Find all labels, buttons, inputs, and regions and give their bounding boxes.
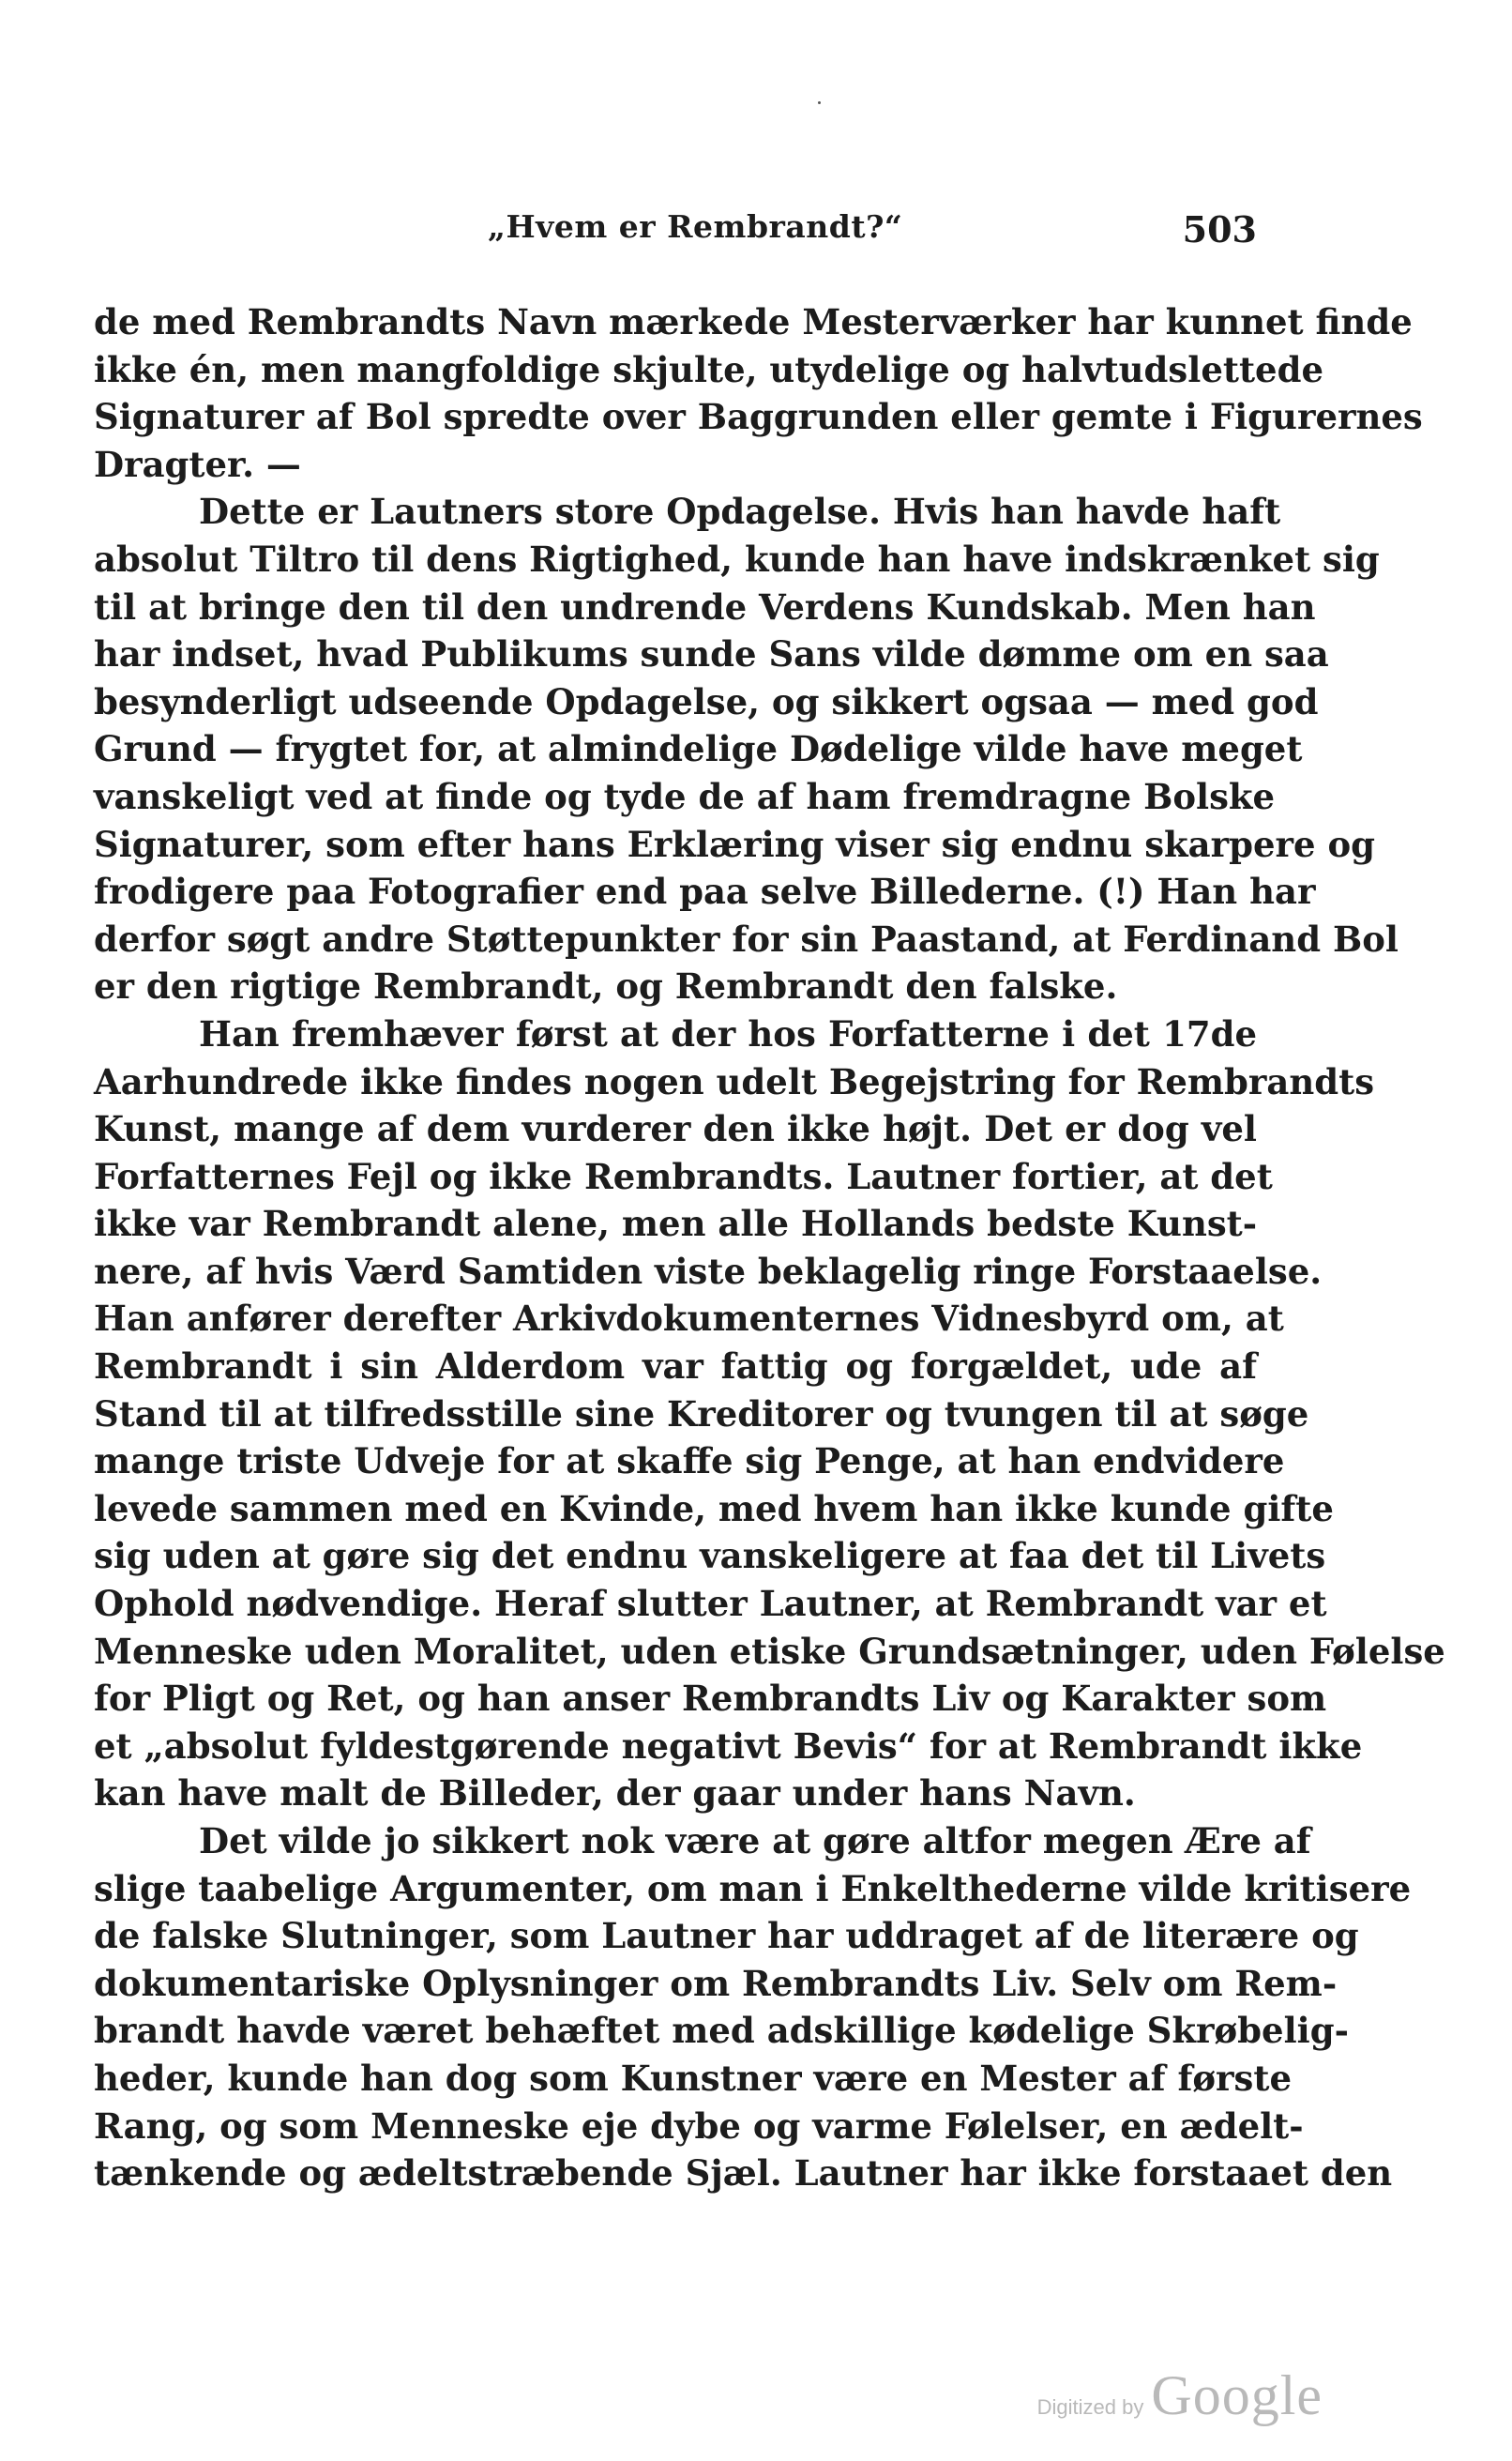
text-line: Han fremhæver først at der hos Forfatterne i det 17de [199,1012,1257,1055]
text-line: frodigere paa Fotografier end paa selve Billederne. (!) Han har [94,871,1316,913]
text-line: Ophold nødvendige. Heraf slutter Lautner, at Rembrandt var et [94,1583,1327,1625]
digitized-watermark [1037,2363,1323,2428]
text-line: Signaturer af Bol spredte over Baggrunden eller gemte i Figurernes [94,396,1423,438]
body-text [94,298,1445,2197]
text-line: derfor søgt andre Støttepunkter for sin Paastand, at Ferdinand Bol [94,918,1399,960]
text-line: slige taabelige Argumenter, om man i Enkelthederne vilde kritisere [94,1867,1412,1909]
page-number: 503 [1182,208,1257,251]
text-line: til at bringe den til den undrende Verdens Kundskab. Men han [94,585,1316,628]
text-line: er den rigtige Rembrandt, og Rembrandt den falske. [94,965,1118,1008]
text-line: Signaturer, som efter hans Erklæring viser sig endnu skarpere og [94,823,1376,865]
text-line: ikke var Rembrandt alene, men alle Hollands bedste Kunst- [94,1203,1258,1245]
text-line: heder, kunde han dog som Kunstner være en Mester af første [94,2057,1293,2099]
page-header [94,208,1257,255]
text-line: Stand til at tilfredsstille sine Kreditorer og tvungen til at søge [94,1392,1309,1435]
text-line: Rembrandt i sin Alderdom var fattig og forgældet, ude af [94,1345,1257,1388]
text-line: absolut Tiltro til dens Rigtighed, kunde han have indskrænket sig [94,538,1380,580]
text-line: Dragter. — [94,443,301,485]
text-line: ikke én, men mangfoldige skjulte, utydelige og halvtudslettede [94,348,1323,390]
page-speck [818,101,821,104]
text-line: Forfatternes Fejl og ikke Rembrandts. Lautner fortier, at det [94,1155,1273,1197]
text-line: Han anfører derefter Arkivdokumenternes Vidnesbyrd om, at [94,1298,1284,1340]
text-line: Dette er Lautners store Opdagelse. Hvis han havde haft [199,491,1281,533]
google-logo: Google [1151,2364,1323,2426]
text-line: brandt havde været behæftet med adskillige kødelige Skrøbelig- [94,2010,1349,2052]
text-line: Aarhundrede ikke findes nogen udelt Begejstring for Rembrandts [94,1060,1375,1102]
text-line: de med Rembrandts Navn mærkede Mesterværker har kunnet finde [94,301,1413,342]
watermark-prefix: Digitized by [1036,2395,1144,2419]
text-line: et „absolut fyldestgørende negativt Bevis“ for at Rembrandt ikke [94,1724,1363,1767]
text-line: mange triste Udveje for at skaffe sig Penge, at han endvidere [94,1440,1285,1482]
text-line: besynderligt udseende Opdagelse, og sikkert ogsaa — med god [94,680,1319,722]
text-line: de falske Slutninger, som Lautner har uddraget af de literære og [94,1915,1359,1957]
text-line: dokumentariske Oplysninger om Rembrandts Liv. Selv om Rem- [94,1962,1338,2004]
text-line: vanskeligt ved at finde og tyde de af ham fremdragne Bolske [94,775,1276,817]
text-line: Det vilde jo sikkert nok være at gøre altfor megen Ære af [199,1820,1311,1861]
text-line: Grund — frygtet for, at almindelige Dødelige vilde have meget [94,728,1303,770]
text-line: Menneske uden Moralitet, uden etiske Grundsætninger, uden Følelse [94,1630,1445,1672]
text-line: Rang, og som Menneske eje dybe og varme Følelser, en ædelt- [94,2104,1304,2147]
text-line: sig uden at gøre sig det endnu vanskeligere at faa det til Livets [94,1535,1326,1577]
running-title: „Hvem er Rembrandt?“ [488,208,903,245]
text-line: nere, af hvis Værd Samtiden viste beklagelig ringe Forstaaelse. [94,1250,1323,1292]
text-line: Kunst, mange af dem vurderer den ikke højt. Det er dog vel [94,1108,1257,1150]
text-line: kan have malt de Billeder, der gaar under hans Navn. [94,1772,1136,1815]
text-line: har indset, hvad Publikums sunde Sans vilde dømme om en saa [94,633,1329,676]
text-line: tænkende og ædeltstræbende Sjæl. Lautner har ikke forstaaet den [94,2152,1393,2195]
text-line: levede sammen med en Kvinde, med hvem han ikke kunde gifte [94,1487,1334,1529]
text-line: for Pligt og Ret, og han anser Rembrandts Liv og Karakter som [94,1678,1327,1720]
